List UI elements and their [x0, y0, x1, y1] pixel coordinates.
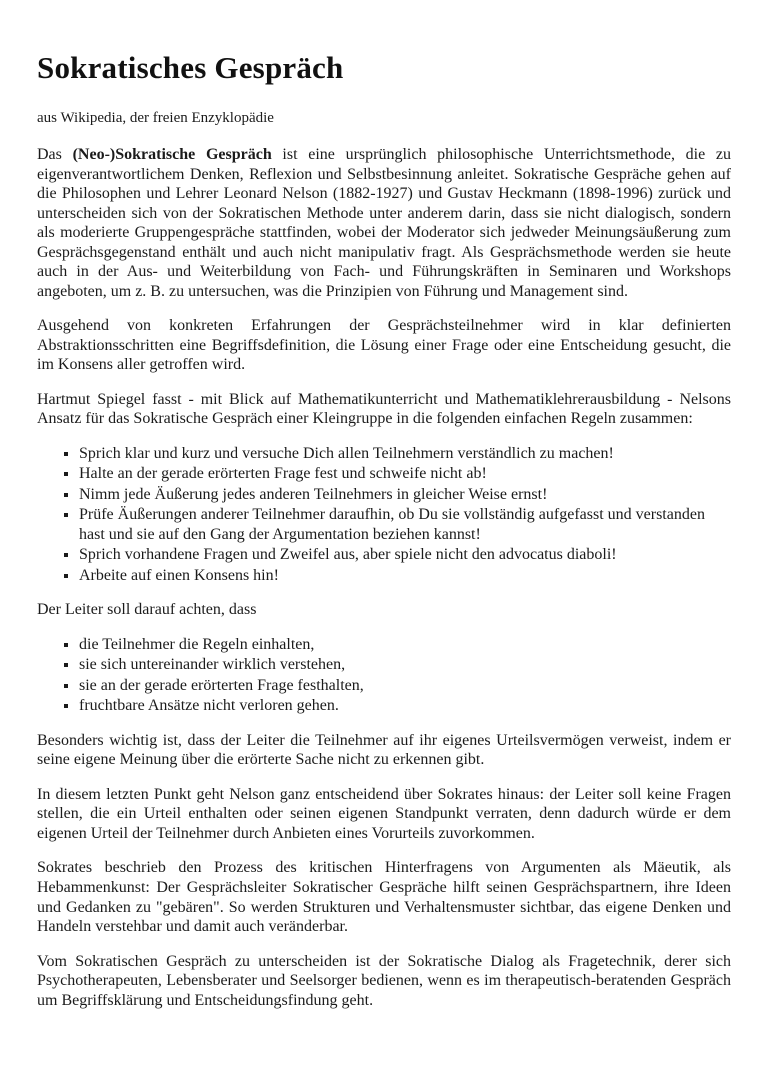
paragraph-spiegel-regeln: Hartmut Spiegel fasst - mit Blick auf Mathematikunterricht und Mathematiklehrerausbildung - Nelsons Ansatz für das Sokratische Gespräch einer Kleingruppe in die folgenden einfachen Regeln zusammen: — [37, 390, 731, 428]
paragraph-intro-lead: Das — [37, 146, 73, 163]
list-item: ▪ Prüfe Äußerungen anderer Teilnehmer daraufhin, ob Du sie vollständig aufgefasst und verstanden hast und sie auf den Gang der Argumentation beziehen kannst! — [79, 505, 731, 544]
list-item: ▪ Sprich klar und kurz und versuche Dich allen Teilnehmern verständlich zu machen! — [79, 444, 731, 464]
rules-bullet-list — [37, 444, 731, 586]
page-title: Sokratisches Gespräch — [37, 50, 344, 85]
list-item: ▪ sie sich untereinander wirklich verstehen, — [79, 655, 731, 675]
list-item: ▪ Sprich vorhandene Fragen und Zweifel aus, aber spiele nicht den advocatus diaboli! — [79, 545, 731, 565]
list-item: ▪ Halte an der gerade erörterten Frage fest und schweife nicht ab! — [79, 464, 731, 484]
paragraph-sokratischer-dialog: Vom Sokratischen Gespräch zu unterscheiden ist der Sokratische Dialog als Fragetechnik, derer sich Psychotherapeuten, Lebensberater und Seelsorger bedienen, wenn es im therapeutisch-beratenden Gespräch um Begriffsklärung und Entscheidungsfindung geht. — [37, 952, 731, 1009]
list-item: ▪ Nimm jede Äußerung jedes anderen Teilnehmers in gleicher Weise ernst! — [79, 485, 731, 505]
term-neo-sokratisches-gespraech: (Neo-)Sokratische Gespräch — [72, 146, 272, 163]
paragraph-urteilsvermoegen: Besonders wichtig ist, dass der Leiter die Teilnehmer auf ihr eigenes Urteilsvermögen verweist, indem er seine eigene Meinung über die erörterte Sache nicht zu erkennen gibt. — [37, 731, 731, 769]
list-item: ▪ fruchtbare Ansätze nicht verloren gehen. — [79, 696, 731, 716]
paragraph-intro-rest: ist eine ursprünglich philosophische Unterrichtsmethode, die zu eigenverantwortlichem Denken, Reflexion und Selbstbesinnung anleitet. Sokratische Gespräche gehen auf die Philosophen und Lehrer Leonard Nelson (1882-1927) und Gustav Heckmann (1898-1996) zurück und unterscheiden sich von der Sokratischen Methode unter anderem darin, dass sie nicht dialogisch, sondern als moderierte Gruppengespräche stattfinden, wobei der Moderator sich jedweder Meinungsäußerung zum Gesprächsgegenstand enthält und auch nicht manipulativ fragt. Als Gesprächsmethode werden sie heute auch in der Aus- und Weiterbildung von Fach- und Führungskräften in Seminaren und Workshops angeboten, um z. B. zu untersuchen, was die Prinzipien von Führung und Management sind. — [37, 146, 731, 300]
paragraph-intro — [37, 145, 731, 301]
list-item: ▪ sie an der gerade erörterten Frage festhalten, — [79, 676, 731, 696]
paragraph-maeeutik: Sokrates beschrieb den Prozess des kritischen Hinterfragens von Argumenten als Mäeutik, als Hebammenkunst: Der Gesprächsleiter Sokratischer Gespräche hilft seinen Gesprächspartnern, ihre Ideen und Gedanken zu "gebären". So werden Strukturen und Verhaltensmuster sichtbar, das eigene Denken und Handeln verstehbar und damit auch veränderbar. — [37, 859, 731, 936]
list-item: ▪ die Teilnehmer die Regeln einhalten, — [79, 635, 731, 655]
paragraph-nelson-sokrates: In diesem letzten Punkt geht Nelson ganz entscheidend über Sokrates hinaus: der Leiter soll keine Fragen stellen, die ein Urteil enthalten oder seinen eigenen Standpunkt verraten, denn dadurch würde er dem eigenen Urteil der Teilnehmer durch Anbieten eines Vorurteils zuvorkommen. — [37, 785, 731, 842]
paragraph-leiter-intro: Der Leiter soll darauf achten, dass — [37, 601, 257, 619]
subtitle: aus Wikipedia, der freien Enzyklopädie — [37, 110, 274, 126]
list-item: ▪ Arbeite auf einen Konsens hin! — [79, 566, 731, 586]
leader-duties-bullet-list — [37, 635, 731, 716]
paragraph-abstraktionsschritte: Ausgehend von konkreten Erfahrungen der Gesprächsteilnehmer wird in klar definierten Abstraktionsschritten eine Begriffsdefinition, die Lösung einer Frage oder eine Entscheidung gesucht, die im Konsens aller getroffen wird. — [37, 317, 731, 374]
